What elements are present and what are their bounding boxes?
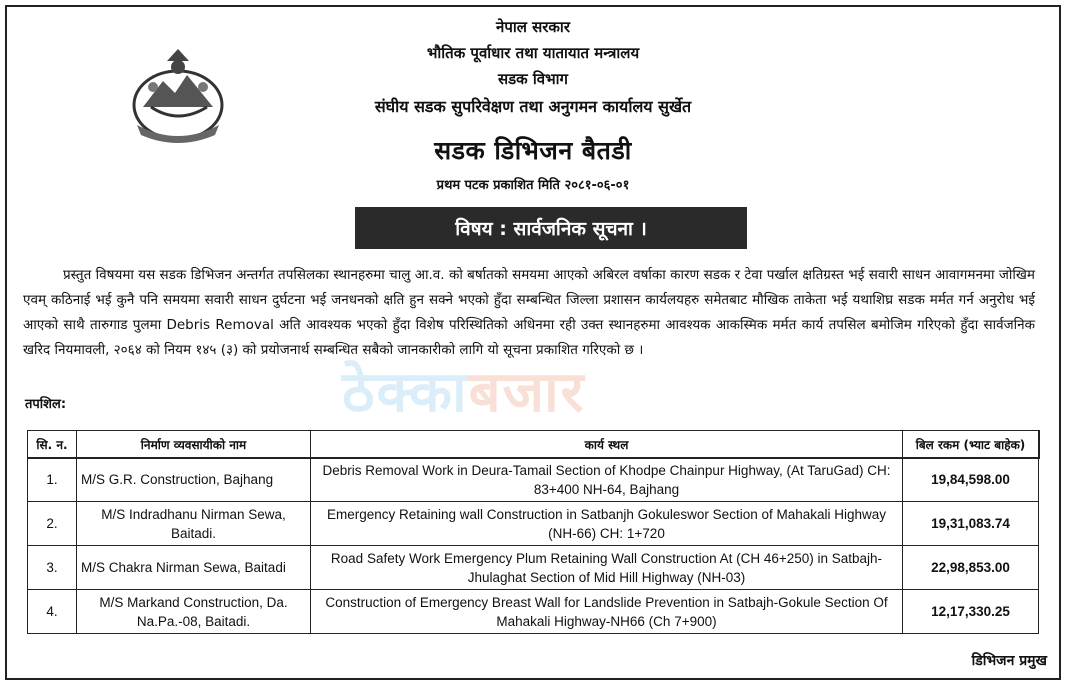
tapsil-label: तपशिल: bbox=[25, 397, 67, 412]
watermark bbox=[342, 352, 586, 428]
cell-work: Road Safety Work Emergency Plum Retaining Wall Construction At (CH 46+250) in Satbajh-Jhulaghat Section of Mid Hill Highway (NH-03) bbox=[311, 546, 903, 590]
header-line-government: नेपाल सरकार bbox=[496, 18, 570, 36]
office-title: सडक डिभिजन बैतडी bbox=[434, 136, 632, 165]
col-header-sn: सि. न. bbox=[28, 431, 77, 458]
header-line-ministry: भौतिक पूर्वाधार तथा यातायात मन्त्रालय bbox=[426, 44, 640, 62]
cell-sn: 2. bbox=[28, 502, 77, 546]
cell-work: Debris Removal Work in Deura-Tamail Section of Khodpe Chainpur Highway, (At TaruGad) CH: 83+400 NH-64, Bajhang bbox=[311, 458, 903, 502]
cell-sn: 4. bbox=[28, 590, 77, 634]
table-row bbox=[28, 458, 1039, 502]
col-header-bill-amount: बिल रकम (भ्याट बाहेक) bbox=[903, 431, 1039, 458]
subject-banner: विषय : सार्वजनिक सूचना । bbox=[355, 207, 747, 249]
cell-contractor: M/S G.R. Construction, Bajhang bbox=[77, 458, 311, 502]
table-header-row bbox=[28, 431, 1039, 458]
col-header-contractor: निर्माण व्यवसायीको नाम bbox=[77, 431, 311, 458]
publish-date: प्रथम पटक प्रकाशित मिति २०८१-०६-०१ bbox=[436, 178, 630, 193]
col-header-work-site: कार्य स्थल bbox=[311, 431, 903, 458]
cell-amount: 19,31,083.74 bbox=[903, 502, 1039, 546]
signature-title: डिभिजन प्रमुख bbox=[971, 653, 1047, 669]
cell-sn: 3. bbox=[28, 546, 77, 590]
cell-contractor: M/S Indradhanu Nirman Sewa, Baitadi. bbox=[77, 502, 311, 546]
header-line-department: सडक विभाग bbox=[497, 70, 568, 88]
cell-work: Emergency Retaining wall Construction in Satbanjh Gokuleswor Section of Mahakali Highway (NH-66) CH: 1+720 bbox=[311, 502, 903, 546]
cell-work: Construction of Emergency Breast Wall for Landslide Prevention in Satbajh-Gokule Section Of Mahakali Highway-NH66 (Ch 7+900) bbox=[311, 590, 903, 634]
cell-amount: 12,17,330.25 bbox=[903, 590, 1039, 634]
table-row bbox=[28, 590, 1039, 634]
table-row bbox=[28, 546, 1039, 590]
table-row bbox=[28, 502, 1039, 546]
cell-contractor: M/S Markand Construction, Da. Na.Pa.-08, Baitadi. bbox=[77, 590, 311, 634]
cell-amount: 19,84,598.00 bbox=[903, 458, 1039, 502]
watermark-part-1: ठेक्का bbox=[342, 360, 469, 425]
cell-contractor: M/S Chakra Nirman Sewa, Baitadi bbox=[77, 546, 311, 590]
cell-sn: 1. bbox=[28, 458, 77, 502]
notice-body: प्रस्तुत विषयमा यस सडक डिभिजन अन्तर्गत तपसिलका स्थानहरुमा चालु आ.व. को बर्षातको समयमा आएको अबिरल वर्षाका कारण सडक र टेवा पर्खाल क्षतिग्रस्त भई सवारी साधन आवागमनमा जोखिम एवम् कठिनाई भई कुनै पनि समयमा सवारी साधन दुर्घटना भई जनधनको क्षति हुन सक्ने भएको हुँदा सम्बन्धित जिल्ला प्रशासन कार्यलयहरु समेतबाट मौखिक ताकेता भई यथाशिघ्र सडक मर्मत गर्न अनुरोध भई आएको साथै तारुगाड पुलमा Debris Removal अति आवश्यक भएको हुँदा विशेष परिस्थितिको अधिनमा रही उक्त स्थानहरुमा आवश्यक आकस्मिक मर्मत कार्य तपसिल बमोजिम गरिएको हुँदा सार्वजनिक खरिद नियमावली, २०६४ को नियम १४५ (३) को प्रयोजनार्थ सम्बन्धित सबैको जानकारीको लागि यो सूचना प्रकाशित गरिएको छ । bbox=[23, 267, 1035, 358]
notice-page bbox=[5, 5, 1061, 680]
cell-amount: 22,98,853.00 bbox=[903, 546, 1039, 590]
header-line-regional-office: संघीय सडक सुपरिवेक्षण तथा अनुगमन कार्यालय सुर्खेत bbox=[374, 97, 692, 116]
contract-table bbox=[27, 430, 1039, 634]
watermark-part-2: बजार bbox=[468, 360, 586, 425]
